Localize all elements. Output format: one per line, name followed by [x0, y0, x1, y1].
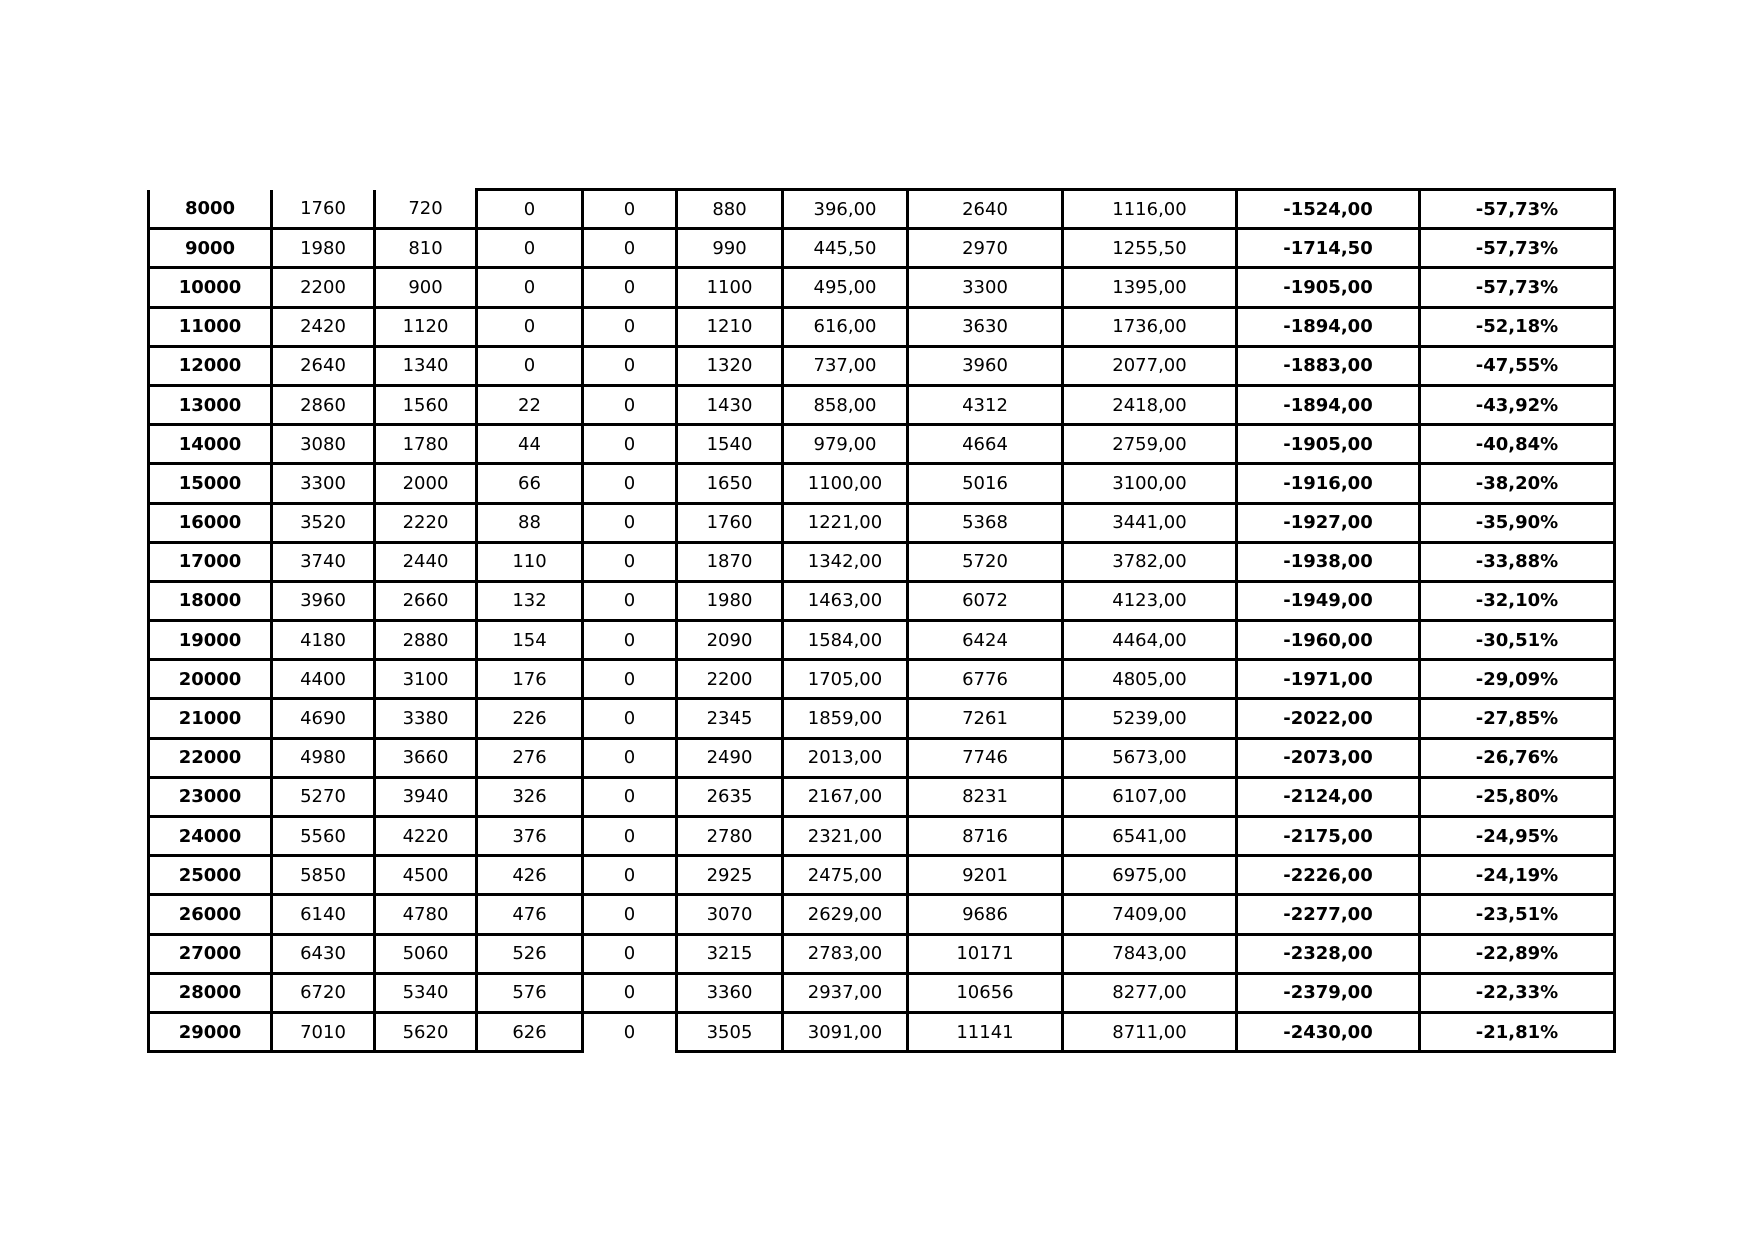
table-cell: -33,88%: [1420, 542, 1615, 581]
table-cell: 720: [375, 190, 477, 229]
table-cell: 0: [583, 268, 677, 307]
table-row: [149, 699, 1615, 738]
table-cell: 3740: [272, 542, 375, 581]
table-cell: 2013,00: [783, 738, 908, 777]
table-cell: 2629,00: [783, 895, 908, 934]
table-cell: -2073,00: [1237, 738, 1420, 777]
table-cell: 0: [583, 856, 677, 895]
table-cell: 0: [583, 1012, 677, 1051]
table-row: [149, 777, 1615, 816]
table-row: [149, 464, 1615, 503]
table-cell: 5673,00: [1063, 738, 1237, 777]
table-cell: 6776: [908, 660, 1063, 699]
table-cell: -52,18%: [1420, 307, 1615, 346]
table-cell: 396,00: [783, 190, 908, 229]
table-cell: 616,00: [783, 307, 908, 346]
table-cell: 1100: [677, 268, 783, 307]
table-row: [149, 542, 1615, 581]
table-cell: 5620: [375, 1012, 477, 1051]
table-cell: 495,00: [783, 268, 908, 307]
table-cell: 1116,00: [1063, 190, 1237, 229]
table-cell: 22: [477, 385, 583, 424]
table-cell: 3100,00: [1063, 464, 1237, 503]
table-cell: 0: [583, 817, 677, 856]
table-cell: 6424: [908, 621, 1063, 660]
table-cell: 1342,00: [783, 542, 908, 581]
table-cell: 1340: [375, 346, 477, 385]
table-cell: 5016: [908, 464, 1063, 503]
table-cell: -57,73%: [1420, 190, 1615, 229]
table-cell: 3300: [272, 464, 375, 503]
table-cell: 2937,00: [783, 973, 908, 1012]
table-cell: -1714,50: [1237, 229, 1420, 268]
table-cell: 2220: [375, 503, 477, 542]
table-row: [149, 660, 1615, 699]
table-cell: 154: [477, 621, 583, 660]
table-cell: 21000: [149, 699, 272, 738]
table-cell: 10000: [149, 268, 272, 307]
table-row: [149, 895, 1615, 934]
table-cell: 900: [375, 268, 477, 307]
table-cell: 176: [477, 660, 583, 699]
table-cell: -1971,00: [1237, 660, 1420, 699]
table-row: [149, 817, 1615, 856]
table-cell: 4180: [272, 621, 375, 660]
table-cell: -35,90%: [1420, 503, 1615, 542]
table-cell: 2640: [908, 190, 1063, 229]
table-cell: 1210: [677, 307, 783, 346]
table-cell: 2925: [677, 856, 783, 895]
table-cell: 5060: [375, 934, 477, 973]
table-cell: -1894,00: [1237, 385, 1420, 424]
table-row: [149, 1012, 1615, 1051]
table-cell: 2090: [677, 621, 783, 660]
table-cell: -1960,00: [1237, 621, 1420, 660]
table-cell: 9686: [908, 895, 1063, 934]
table-row: [149, 738, 1615, 777]
table-cell: 4664: [908, 425, 1063, 464]
table-cell: 1870: [677, 542, 783, 581]
table-cell: 4500: [375, 856, 477, 895]
table-cell: 19000: [149, 621, 272, 660]
table-cell: 3441,00: [1063, 503, 1237, 542]
table-cell: 132: [477, 581, 583, 620]
table-cell: 1255,50: [1063, 229, 1237, 268]
table-cell: 737,00: [783, 346, 908, 385]
table-cell: 1859,00: [783, 699, 908, 738]
table-cell: 88: [477, 503, 583, 542]
table-cell: -1894,00: [1237, 307, 1420, 346]
table-cell: 0: [583, 973, 677, 1012]
table-cell: 10171: [908, 934, 1063, 973]
table-cell: 2660: [375, 581, 477, 620]
table-cell: 2970: [908, 229, 1063, 268]
table-cell: 376: [477, 817, 583, 856]
table-cell: 2783,00: [783, 934, 908, 973]
table-cell: 1780: [375, 425, 477, 464]
table-cell: 0: [583, 346, 677, 385]
table-cell: 810: [375, 229, 477, 268]
table-cell: 8231: [908, 777, 1063, 816]
table-cell: 2418,00: [1063, 385, 1237, 424]
table-cell: 0: [583, 229, 677, 268]
table-cell: 1221,00: [783, 503, 908, 542]
table-cell: 4123,00: [1063, 581, 1237, 620]
table-cell: 0: [583, 660, 677, 699]
table-cell: -47,55%: [1420, 346, 1615, 385]
table-cell: 0: [583, 464, 677, 503]
table-row: [149, 385, 1615, 424]
table-cell: 5340: [375, 973, 477, 1012]
table-row: [149, 346, 1615, 385]
table-cell: 0: [583, 895, 677, 934]
table-cell: 4312: [908, 385, 1063, 424]
table-cell: 6720: [272, 973, 375, 1012]
table-cell: 22000: [149, 738, 272, 777]
table-cell: 576: [477, 973, 583, 1012]
table-row: [149, 856, 1615, 895]
table-cell: 3100: [375, 660, 477, 699]
table-cell: 3940: [375, 777, 477, 816]
table-cell: 1760: [272, 190, 375, 229]
table-cell: 4400: [272, 660, 375, 699]
table-cell: 0: [583, 777, 677, 816]
table-cell: 1430: [677, 385, 783, 424]
table-cell: -23,51%: [1420, 895, 1615, 934]
table-cell: 2475,00: [783, 856, 908, 895]
table-cell: -1524,00: [1237, 190, 1420, 229]
table-cell: -24,19%: [1420, 856, 1615, 895]
table-cell: -25,80%: [1420, 777, 1615, 816]
table-cell: 66: [477, 464, 583, 503]
table-cell: -1938,00: [1237, 542, 1420, 581]
table-cell: 12000: [149, 346, 272, 385]
table-cell: 10656: [908, 973, 1063, 1012]
table-cell: -22,89%: [1420, 934, 1615, 973]
table-cell: -1905,00: [1237, 268, 1420, 307]
table-cell: 7843,00: [1063, 934, 1237, 973]
table-cell: 1980: [677, 581, 783, 620]
table-cell: -1916,00: [1237, 464, 1420, 503]
table-cell: 6107,00: [1063, 777, 1237, 816]
table-cell: 2200: [272, 268, 375, 307]
table-cell: 3360: [677, 973, 783, 1012]
table-row: [149, 581, 1615, 620]
table-cell: 445,50: [783, 229, 908, 268]
table-cell: 27000: [149, 934, 272, 973]
table-cell: -2022,00: [1237, 699, 1420, 738]
table-cell: 5270: [272, 777, 375, 816]
table-cell: 2635: [677, 777, 783, 816]
table-cell: 880: [677, 190, 783, 229]
table-cell: 5720: [908, 542, 1063, 581]
table-row: [149, 503, 1615, 542]
table-cell: 15000: [149, 464, 272, 503]
table-cell: 20000: [149, 660, 272, 699]
table-cell: 0: [583, 307, 677, 346]
table-cell: 4805,00: [1063, 660, 1237, 699]
table-cell: 4980: [272, 738, 375, 777]
table-cell: 2167,00: [783, 777, 908, 816]
table-cell: 0: [583, 621, 677, 660]
table-cell: 18000: [149, 581, 272, 620]
table-cell: 7409,00: [1063, 895, 1237, 934]
table-cell: 1540: [677, 425, 783, 464]
table-cell: 28000: [149, 973, 272, 1012]
table-cell: 9000: [149, 229, 272, 268]
table-cell: -57,73%: [1420, 268, 1615, 307]
table-cell: 1395,00: [1063, 268, 1237, 307]
table-cell: -29,09%: [1420, 660, 1615, 699]
table-cell: 6140: [272, 895, 375, 934]
table-cell: 276: [477, 738, 583, 777]
table-cell: 0: [583, 699, 677, 738]
table-cell: 0: [477, 190, 583, 229]
table-row: [149, 229, 1615, 268]
table-cell: 3960: [908, 346, 1063, 385]
table-cell: 2490: [677, 738, 783, 777]
table-cell: -43,92%: [1420, 385, 1615, 424]
table-cell: 5560: [272, 817, 375, 856]
table-cell: 0: [583, 385, 677, 424]
table-cell: -2430,00: [1237, 1012, 1420, 1051]
table-cell: 7010: [272, 1012, 375, 1051]
table-cell: 11141: [908, 1012, 1063, 1051]
table-cell: 476: [477, 895, 583, 934]
table-cell: 426: [477, 856, 583, 895]
table-row: [149, 973, 1615, 1012]
table-row: [149, 621, 1615, 660]
table-cell: -21,81%: [1420, 1012, 1615, 1051]
table-cell: 2345: [677, 699, 783, 738]
table-cell: 3630: [908, 307, 1063, 346]
table-row: [149, 190, 1615, 229]
table-cell: 1760: [677, 503, 783, 542]
table-cell: 1100,00: [783, 464, 908, 503]
table-cell: 3782,00: [1063, 542, 1237, 581]
table-cell: 0: [477, 268, 583, 307]
table-cell: 6430: [272, 934, 375, 973]
table-cell: 3080: [272, 425, 375, 464]
table-cell: 14000: [149, 425, 272, 464]
table-cell: 2000: [375, 464, 477, 503]
table-cell: -24,95%: [1420, 817, 1615, 856]
table-cell: 3505: [677, 1012, 783, 1051]
table-body: [149, 190, 1615, 1052]
table-cell: 1584,00: [783, 621, 908, 660]
table-cell: 2420: [272, 307, 375, 346]
table-cell: 25000: [149, 856, 272, 895]
table-cell: 2759,00: [1063, 425, 1237, 464]
table-cell: -1927,00: [1237, 503, 1420, 542]
table-cell: 1120: [375, 307, 477, 346]
table-cell: -30,51%: [1420, 621, 1615, 660]
table-cell: 4220: [375, 817, 477, 856]
table-cell: 2860: [272, 385, 375, 424]
table-cell: 3380: [375, 699, 477, 738]
table-cell: 979,00: [783, 425, 908, 464]
table-cell: 4780: [375, 895, 477, 934]
table-cell: 7746: [908, 738, 1063, 777]
table-cell: -1905,00: [1237, 425, 1420, 464]
table-cell: 626: [477, 1012, 583, 1051]
table-row: [149, 425, 1615, 464]
table-cell: 1705,00: [783, 660, 908, 699]
table-cell: 0: [583, 542, 677, 581]
table-cell: 8000: [149, 190, 272, 229]
table-cell: 1320: [677, 346, 783, 385]
table-cell: 8716: [908, 817, 1063, 856]
table-cell: 3520: [272, 503, 375, 542]
table-cell: 110: [477, 542, 583, 581]
table-cell: -2277,00: [1237, 895, 1420, 934]
table-cell: 6975,00: [1063, 856, 1237, 895]
table-cell: 3215: [677, 934, 783, 973]
table-cell: 0: [583, 934, 677, 973]
table-cell: 226: [477, 699, 583, 738]
table-cell: 26000: [149, 895, 272, 934]
table-cell: -1883,00: [1237, 346, 1420, 385]
table-cell: 2780: [677, 817, 783, 856]
table-cell: 526: [477, 934, 583, 973]
table-cell: -1949,00: [1237, 581, 1420, 620]
table-cell: 2321,00: [783, 817, 908, 856]
table-cell: 0: [583, 581, 677, 620]
table-cell: -38,20%: [1420, 464, 1615, 503]
table-cell: 6541,00: [1063, 817, 1237, 856]
table-cell: 16000: [149, 503, 272, 542]
table-cell: -2124,00: [1237, 777, 1420, 816]
table-cell: 858,00: [783, 385, 908, 424]
table-cell: -57,73%: [1420, 229, 1615, 268]
table-cell: -2226,00: [1237, 856, 1420, 895]
table-cell: -22,33%: [1420, 973, 1615, 1012]
table-cell: 3091,00: [783, 1012, 908, 1051]
table-cell: 5850: [272, 856, 375, 895]
table-cell: 8277,00: [1063, 973, 1237, 1012]
table-cell: 13000: [149, 385, 272, 424]
table-cell: 29000: [149, 1012, 272, 1051]
table-cell: 2640: [272, 346, 375, 385]
table-cell: 0: [477, 229, 583, 268]
table-cell: 3070: [677, 895, 783, 934]
table-cell: 17000: [149, 542, 272, 581]
table-cell: 44: [477, 425, 583, 464]
table-cell: -2328,00: [1237, 934, 1420, 973]
table-cell: 7261: [908, 699, 1063, 738]
table-cell: 0: [583, 738, 677, 777]
table-cell: 1463,00: [783, 581, 908, 620]
table-cell: 2440: [375, 542, 477, 581]
table-row: [149, 268, 1615, 307]
table-cell: 9201: [908, 856, 1063, 895]
table-row: [149, 934, 1615, 973]
table-cell: 0: [583, 503, 677, 542]
table-cell: 11000: [149, 307, 272, 346]
table-cell: 3660: [375, 738, 477, 777]
table-cell: 2880: [375, 621, 477, 660]
table-cell: 3960: [272, 581, 375, 620]
table-cell: 4464,00: [1063, 621, 1237, 660]
table-cell: 1736,00: [1063, 307, 1237, 346]
table-cell: 3300: [908, 268, 1063, 307]
table-cell: -32,10%: [1420, 581, 1615, 620]
table-cell: 6072: [908, 581, 1063, 620]
table-row: [149, 307, 1615, 346]
table-cell: -26,76%: [1420, 738, 1615, 777]
table-cell: 1650: [677, 464, 783, 503]
table-cell: 0: [583, 425, 677, 464]
table-cell: 8711,00: [1063, 1012, 1237, 1051]
table-cell: 4690: [272, 699, 375, 738]
table-cell: 5239,00: [1063, 699, 1237, 738]
table-cell: 990: [677, 229, 783, 268]
table-cell: 1560: [375, 385, 477, 424]
table-cell: 0: [477, 346, 583, 385]
data-table: [147, 188, 1616, 1053]
table-cell: -40,84%: [1420, 425, 1615, 464]
table-cell: 2077,00: [1063, 346, 1237, 385]
table-cell: 24000: [149, 817, 272, 856]
table-cell: 2200: [677, 660, 783, 699]
table-cell: 326: [477, 777, 583, 816]
table-cell: 0: [477, 307, 583, 346]
table-cell: -2175,00: [1237, 817, 1420, 856]
table-cell: -2379,00: [1237, 973, 1420, 1012]
table-cell: 5368: [908, 503, 1063, 542]
table-cell: 0: [583, 190, 677, 229]
table-cell: -27,85%: [1420, 699, 1615, 738]
table-cell: 23000: [149, 777, 272, 816]
table-cell: 1980: [272, 229, 375, 268]
